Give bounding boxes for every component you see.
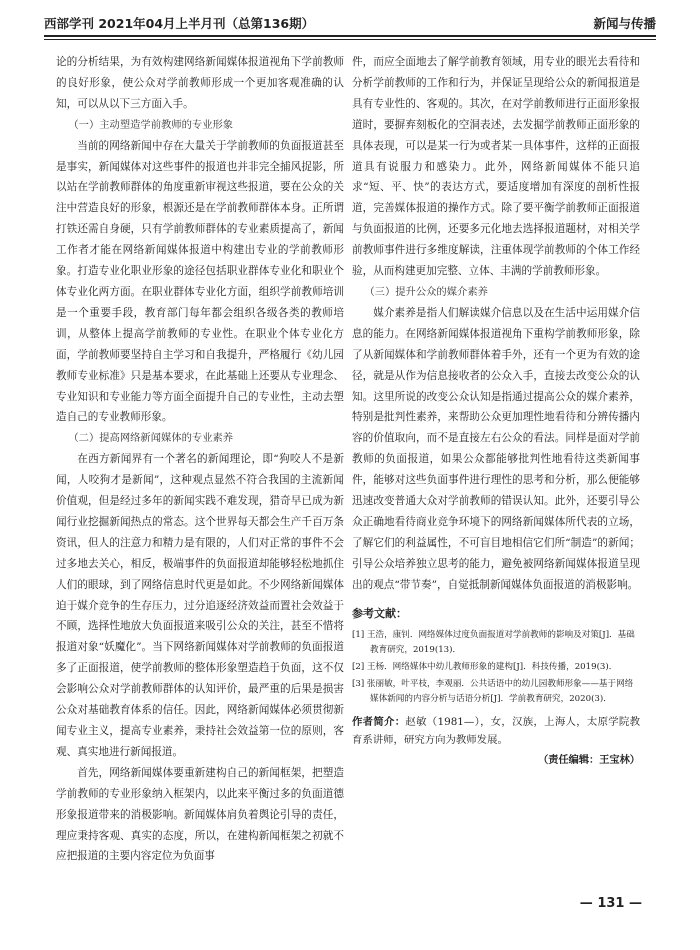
subheading: （三）提升公众的媒介素养 — [364, 285, 488, 298]
header-rule-thin — [44, 39, 656, 40]
references-list — [352, 628, 640, 707]
left-column — [56, 52, 344, 867]
body-paragraph: 在西方新闻界有一个著名的新闻理论，即“狗咬人不是新闻，人咬狗才是新闻”，这种观点显然不符合我国的主流新闻价值观，但是经过多年的新闻实践不难发现，猎奇早已成为新闻行业挖掘新闻热点的常态。这个世界每天都会生产千百万条资讯，但人的注意力和精力是有限的，人们对正常的事件不会过多地去关心，相反，极端事件的负面报道却能够轻松地抓住人们的眼球，到了网络信息时代更是如此。不少网络新闻媒体迫于媒介竞争的生存压力，过分追逐经济效益而置社会效益于不顾，选择性地放大负面报道来吸引公众的关注，甚至不惜将报道对象“妖魔化”。当下网络新闻媒体对学前教师的负面报道多了正面报道，使学前教师的整体形象塑造趋于负面，这不仅会影响公众对学前教师群体的认知评价，最严重的后果是损害公众对基础教育体系的信任。因此，网络新闻媒体必须贯彻新闻专业主义，提高专业素养，秉持社会效益第一位的原则，客观、真实地进行新闻报道。 — [56, 453, 344, 758]
right-column — [352, 52, 640, 772]
section-title: 新闻与传播 — [593, 16, 656, 31]
subheading: （一）主动塑造学前教师的专业形象 — [68, 118, 234, 131]
page-header — [44, 8, 656, 42]
journal-masthead: 西部学刊 2021年04月上半月刊（总第136期） — [44, 16, 315, 31]
body-paragraph: 论的分析结果，为有效构建网络新闻媒体报道视角下学前教师的良好形象，使公众对学前教师形成一个更加客观准确的认知，可以从以下三方面入手。 — [56, 56, 344, 110]
reference-item: [1] 王浩，康钊．网络媒体过度负面报道对学前教师的影响及对策[J]．基础教育研究，2019(13)． — [352, 630, 635, 656]
body-paragraph: 媒介素养是指人们解读媒介信息以及在生活中运用媒介信息的能力。在网络新闻媒体报道视角下重构学前教师形象，除了从新闻媒体和学前教师群体着手外，还有一个更为有效的途径，就是从作为信息接收者的公众入手，直接去改变公众的认知。这里所说的改变公众认知是指通过提高公众的媒介素养，特别是批判性素养，来帮助公众更加理性地看待和分辨传播内容的价值取向，而不是直接左右公众的看法。同样是面对学前教师的负面报道，如果公众都能够批判性地看待这类新闻事件，能够对这些负面事件进行理性的思考和分析，那么便能够迅速改变普通大众对学前教师的错误认知。此外，还要引导公众正确地看待商业竞争环境下的网络新闻媒体所代表的立场，了解它们的利益属性，不可盲目地相信它们所“制造”的新闻；引导公众培养独立思考的能力，避免被网络新闻媒体报道呈现出的观点“带节奏”，自觉抵制新闻媒体负面报道的消极影响。 — [352, 306, 640, 591]
body-paragraph: 首先，网络新闻媒体要重新建构自己的新闻框架，把塑造学前教师的专业形象纳入框架内，以此来平衡过多的负面道德形象报道带来的消极影响。新闻媒体肩负着舆论引导的责任，理应秉持客观、真实的态度，所以，在建构新闻框架之初就不应把报道的主要内容定位为负面事 — [56, 766, 344, 863]
author-bio — [352, 713, 640, 749]
author-text: 赵敏（1981—），女，汉族，上海人，太原学院教育系讲师，研究方向为教师发展。 — [352, 716, 641, 747]
editor-credit: （责任编辑：王宝林） — [538, 755, 640, 767]
subheading: （二）提高网络新闻媒体的专业素养 — [68, 432, 234, 445]
header-rule — [44, 35, 656, 37]
reference-item: [3] 张丽敏，叶平枝，李观丽．公共话语中的幼儿园教师形象——基于网络媒体新闻的内容分析与话语分析[J]．学前教育研究，2020(3)． — [352, 679, 634, 705]
body-paragraph: 当前的网络新闻中存在大量关于学前教师的负面报道甚至是事实，新闻媒体对这些事件的报道也并非完全捕风捉影，所以站在学前教师群体的角度重新审视这些报道，要在公众的关注中营造良好的形象，根源还是在学前教师群体本身。正所谓打铁还需自身硬，只有学前教师群体的专业素质提高了，新闻工作者才能在网络新闻媒体报道中构建出专业的学前教师形象。打造专业化职业形象的途径包括职业群体专业化和职业个体专业化两方面。在职业群体专业化方面，组织学前教师培训是一个重要手段，教育部门每年都会组织各级各类的教师培训，从整体上提高学前教师的专业性。在职业个体专业化方面，学前教师要坚持自主学习和自我提升，严格履行《幼儿园教师专业标准》只是基本要求，在此基础上还要从专业理念、专业知识和专业能力等方面全面提升自己的专业性，主动去塑造自己的专业教师形象。 — [56, 139, 344, 424]
page-number: — 131 — — [579, 896, 642, 911]
author-label: 作者简介： — [352, 716, 406, 729]
references-title: 参考文献： — [352, 606, 407, 620]
body-paragraph: 件，而应全面地去了解学前教育领域，用专业的眼光去看待和分析学前教师的工作和行为，并保证呈现给公众的新闻报道是具有专业性的、客观的。其次，在对学前教师进行正面形象报道时，要摒弃刻板化的空洞表述，去发掘学前教师正面形象的具体表现，可以是某一行为或者某一具体事件，这样的正面报道具有说服力和感染力。此外，网络新闻媒体不能只追求“短、平、快”的表达方式，要适度增加有深度的剖析性报道，完善媒体报道的操作方式。除了要平衡学前教师正面报道与负面报道的比例，还要多元化地去选择报道题材，对相关学前教师事件进行多维度解读，注重体现学前教师的个体工作经验，从而构建更加完整、立体、丰满的学前教师形象。 — [352, 56, 640, 278]
reference-item: [2] 王杨．网络媒体中幼儿教师形象的建构[J]．科技传播，2019(3)． — [352, 662, 618, 673]
